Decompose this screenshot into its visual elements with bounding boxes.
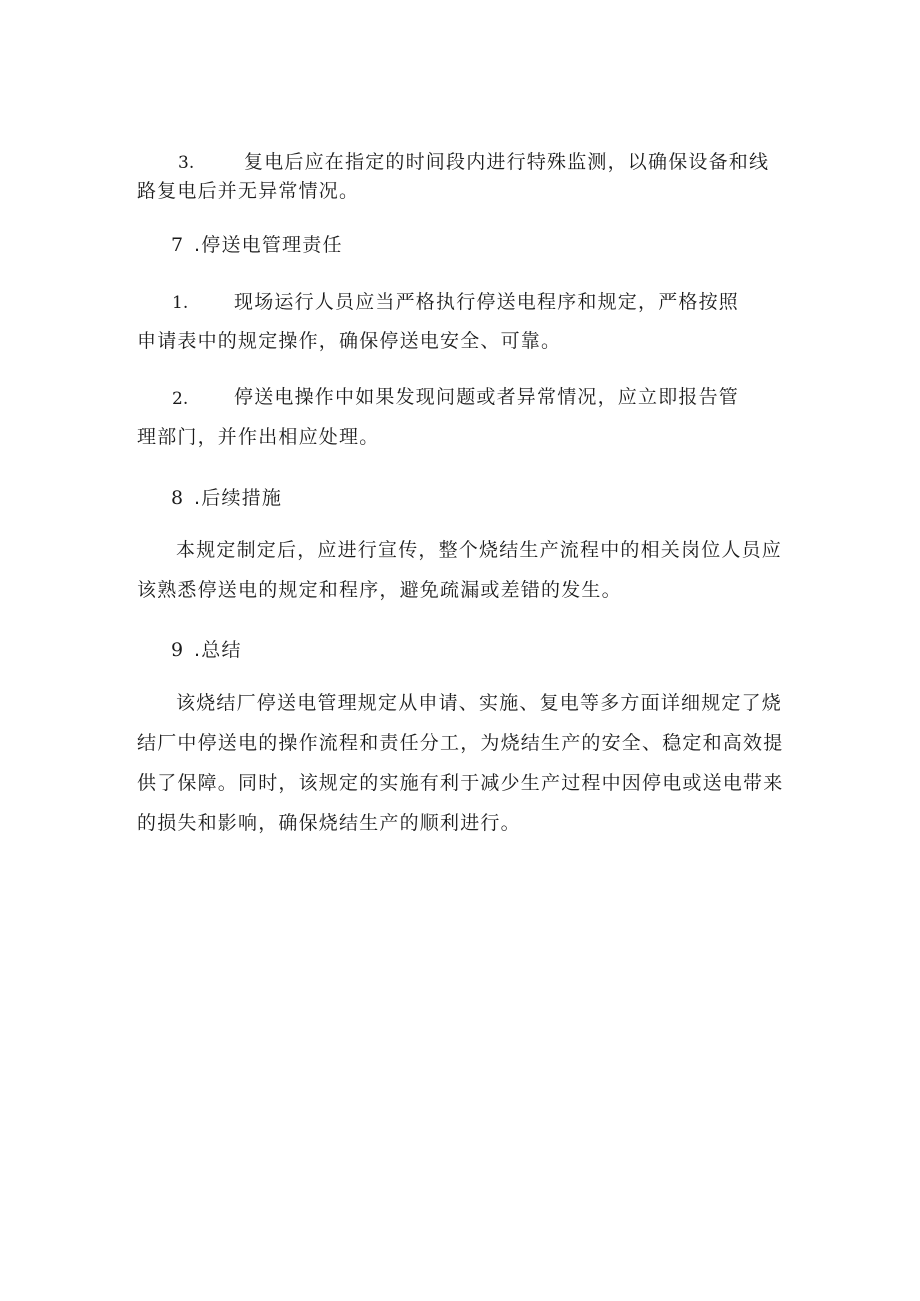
section-heading: .总结: [194, 639, 242, 661]
paragraph-line: 该烧结厂停送电管理规定从申请、实施、复电等多方面详细规定了烧: [176, 692, 783, 714]
paragraph-line: 供了保障。同时，该规定的实施有利于减少生产过程中因停电或送电带来: [137, 772, 784, 794]
section-heading: .停送电管理责任: [194, 234, 343, 256]
item-text-line: 现场运行人员应当严格执行停送电程序和规定，严格按照: [234, 291, 740, 313]
paragraph-line: 该熟悉停送电的规定和程序，避免疏漏或差错的发生。: [137, 579, 622, 601]
section-heading: .后续措施: [194, 487, 283, 509]
paragraph-line: 本规定制定后，应进行宣传，整个烧结生产流程中的相关岗位人员应: [176, 539, 783, 561]
item-text-line: 理部门，并作出相应处理。: [137, 426, 380, 448]
item-text-line: 停送电操作中如果发现问题或者异常情况，应立即报告管: [234, 386, 740, 408]
item-number: 1.: [172, 293, 189, 313]
section-number: 9: [171, 639, 184, 661]
section-number: 8: [171, 487, 184, 509]
item-number: 2.: [172, 389, 189, 409]
item-text-line: 申请表中的规定操作，确保停送电安全、可靠。: [137, 330, 562, 352]
paragraph-line: 的损失和影响，确保烧结生产的顺利进行。: [137, 812, 521, 834]
section-number: 7: [171, 234, 184, 256]
item-text-line: 路复电后并无异常情况。: [137, 180, 360, 202]
item-number: 3.: [178, 153, 195, 173]
item-text-line: 复电后应在指定的时间段内进行特殊监测，以确保设备和线: [244, 151, 770, 173]
paragraph-line: 结厂中停送电的操作流程和责任分工，为烧结生产的安全、稳定和高效提: [137, 732, 784, 754]
